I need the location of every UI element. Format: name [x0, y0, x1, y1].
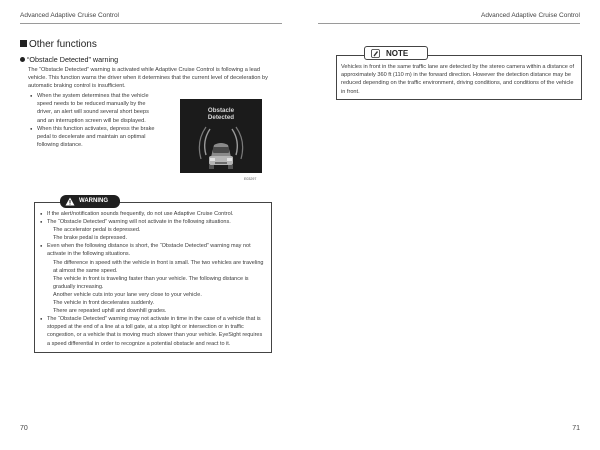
- right-header-rule: [318, 23, 580, 24]
- warning-subitem: [47, 259, 266, 275]
- obstacle-detected-display-image: [180, 99, 262, 173]
- warning-triangle-icon: [65, 197, 75, 206]
- warning-tag: [60, 195, 120, 208]
- warning-subitem-text: The difference in speed with the vehicle in front is small. The two vehicles are traveling at almost the same speed.: [53, 259, 264, 274]
- subsection-title-text: “Obstacle Detected” warning: [27, 55, 119, 64]
- warning-subitem-text: The vehicle in front decelerates suddenly.: [53, 300, 155, 307]
- warning-subitem: [47, 299, 266, 307]
- warning-subitem: [47, 275, 266, 291]
- display-text-line-1: Obstacle: [207, 107, 235, 114]
- warning-subitem-text: Another vehicle cuts into your lane very close to your vehicle.: [53, 291, 202, 298]
- subsection-title: [20, 55, 118, 64]
- warning-content: [40, 210, 266, 348]
- warning-subitem: [47, 234, 266, 242]
- warning-subitem-text: The accelerator pedal is depressed.: [53, 227, 141, 234]
- warning-item: ● If the alert/notification sounds frequently, do not use Adaptive Cruise Control.: [40, 210, 266, 218]
- warning-list: [40, 210, 266, 348]
- warning-subitem: [47, 226, 266, 234]
- warning-item-text: The “Obstacle Detected” warning will not activate in the following situations.: [47, 219, 231, 226]
- section-title-text: Other functions: [29, 39, 97, 50]
- warning-subitem-text: The vehicle in front is traveling faster than your vehicle. The following distance is gradually increasing.: [53, 275, 249, 290]
- car-warning-illustration: [180, 99, 262, 173]
- note-pencil-icon: [371, 49, 380, 58]
- section-title: [20, 39, 97, 50]
- right-page-number: 71: [572, 425, 580, 432]
- left-header-rule: [20, 23, 282, 24]
- left-running-header: Advanced Adaptive Cruise Control: [20, 12, 120, 19]
- warning-tag-label: WARNING: [79, 198, 108, 204]
- warning-subitem-text: The brake pedal is depressed.: [53, 235, 127, 242]
- warning-item: [40, 218, 266, 242]
- note-tag-label: NOTE: [386, 49, 409, 58]
- note-text: Vehicles in front in the same traffic lane are detected by the stereo camera within a distance of approximately 360 ft (110 m) in the forward direction. However the detection distance may be reduced depending on the traffic environment, driving conditions, and conditions of the vehicle in front.: [341, 64, 575, 95]
- warning-item: [40, 242, 266, 315]
- function-bullet: ● When the system determines that the vehicle speed needs to be reduced manually by the driver, an alert will sound several short beeps and an interruption screen will be displayed.: [30, 92, 155, 125]
- section-square-icon: [20, 40, 27, 47]
- right-running-header: Advanced Adaptive Cruise Control: [480, 12, 580, 19]
- warning-subitem-text: There are repeated uphill and downhill grades.: [53, 308, 167, 315]
- display-text-line-2: Detected: [207, 114, 235, 121]
- warning-subitem: [47, 291, 266, 299]
- function-bullet-list: [30, 92, 155, 149]
- intro-paragraph: The “Obstacle Detected” warning is activated while Adaptive Cruise Control is following a lead vehicle. This function warns the driver when it determines that the current level of deceleration by automatic braking control is insufficient.: [28, 67, 268, 90]
- warning-subitem: [47, 307, 266, 315]
- warning-item-text: Even when the following distance is short, the “Obstacle Detected” warning may not activate in the following situations.: [47, 243, 251, 258]
- function-bullet: ● When this function activates, depress the brake pedal to decelerate and maintain an optimal following distance.: [30, 125, 155, 150]
- image-code: E03297: [244, 177, 257, 181]
- subsection-bullet-icon: [20, 57, 25, 62]
- left-page-number: 70: [20, 425, 28, 432]
- note-tag: [364, 46, 428, 60]
- warning-item: ● The “Obstacle Detected” warning may not activate in time in the case of a vehicle that is stopped at the end of a line at a toll gate, at a stop light or intersection or in traffic congestion, or a vehicle that is moving much slower than your vehicle. EyeSight requires a speed differential in order to recognize a potential obstacle and react to it.: [40, 315, 266, 347]
